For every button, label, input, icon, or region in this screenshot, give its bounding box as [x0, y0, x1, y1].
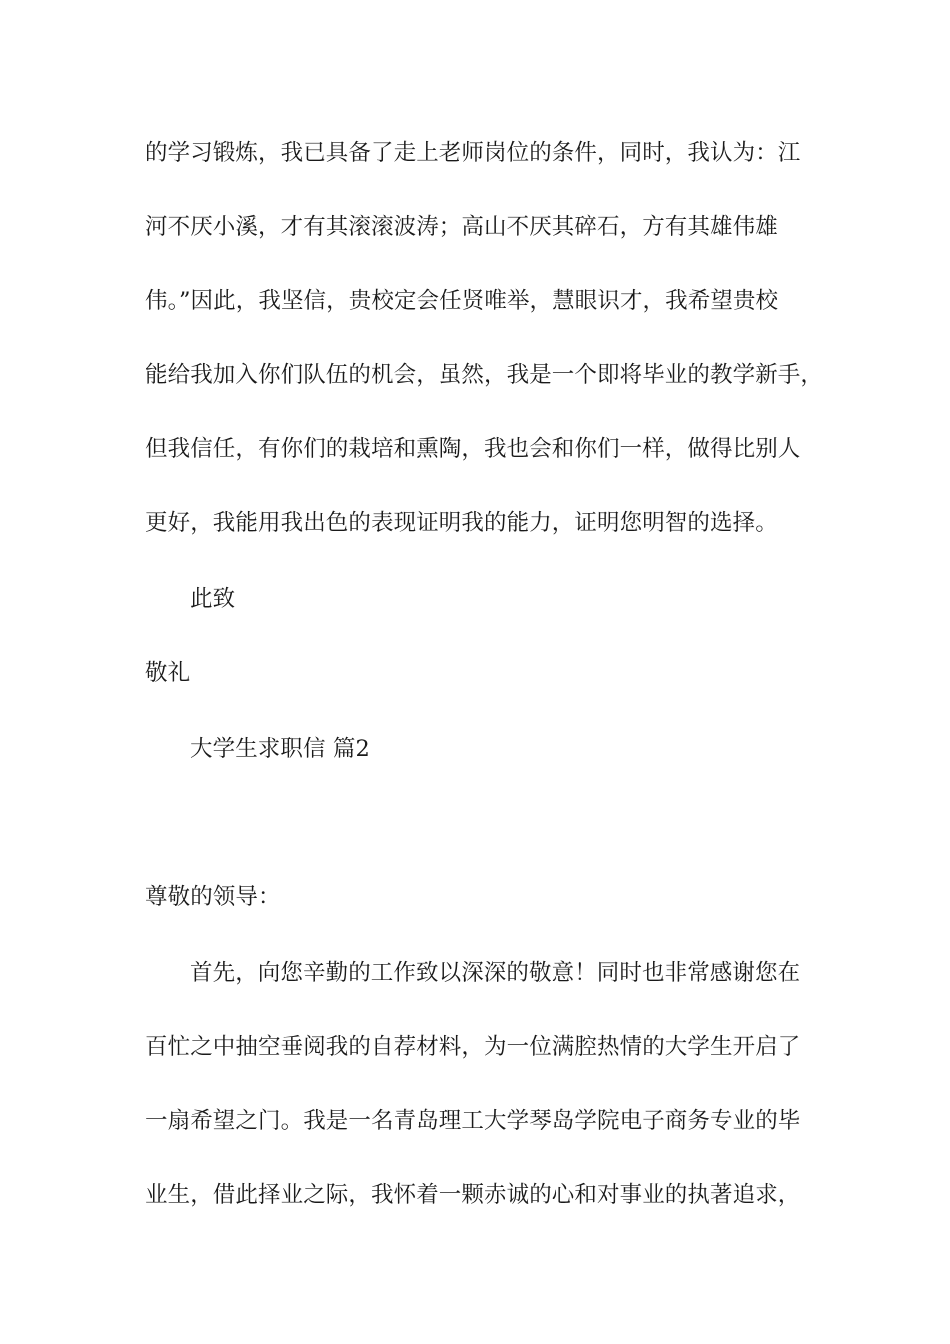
- paragraph-line-5: 但我信任，有你们的栽培和熏陶，我也会和你们一样，做得比别人: [145, 436, 801, 462]
- paragraph-line-6: 更好，我能用我出色的表现证明我的能力，证明您明智的选择。: [145, 510, 778, 536]
- body-line-2: 百忙之中抽空垂阅我的自荐材料，为一位满腔热情的大学生开启了: [145, 1034, 801, 1060]
- paragraph-line-3: 伟。”因此，我坚信，贵校定会任贤唯举，慧眼识才，我希望贵校: [145, 288, 779, 314]
- salute-text: 敬礼: [145, 660, 191, 686]
- greeting-text: 尊敬的领导：: [145, 884, 281, 910]
- body-line-1: 首先，向您辛勤的工作致以深深的敬意！同时也非常感谢您在: [190, 960, 801, 986]
- body-line-4: 业生，借此择业之际，我怀着一颗赤诚的心和对事业的执著追求，: [145, 1182, 801, 1208]
- body-line-3: 一扇希望之门。我是一名青岛理工大学琴岛学院电子商务专业的毕: [145, 1108, 801, 1134]
- paragraph-line-1: 的学习锻炼，我已具备了走上老师岗位的条件，同时，我认为：江: [145, 140, 801, 166]
- paragraph-line-2: 河不厌小溪，才有其滚滚波涛；高山不厌其碎石，方有其雄伟雄: [145, 214, 778, 240]
- paragraph-line-4: 能给我加入你们队伍的机会，虽然，我是一个即将毕业的教学新手，: [145, 362, 824, 388]
- section-title: 大学生求职信 篇2: [190, 736, 370, 762]
- closing-text: 此致: [190, 586, 236, 612]
